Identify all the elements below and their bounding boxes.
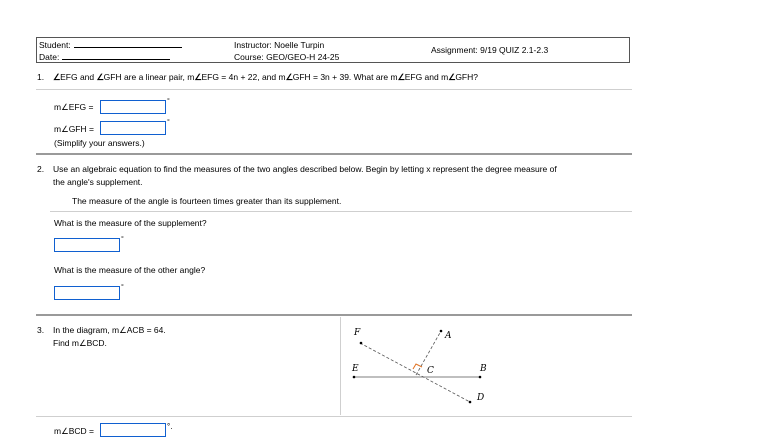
point-f: [360, 342, 363, 345]
angle-symbol: ∠: [397, 72, 405, 82]
point-e: [353, 376, 356, 379]
efg-answer-input[interactable]: [100, 100, 166, 114]
gfh-answer-input[interactable]: [100, 121, 166, 135]
label-c: C: [427, 366, 434, 376]
label-b: B: [480, 364, 487, 374]
point-d: [469, 401, 472, 404]
instructor-name: Instructor: Noelle Turpin: [234, 40, 325, 50]
q3-prompt-line2: Find m∠BCD.: [53, 338, 107, 348]
divider: [36, 89, 632, 90]
q2-sub1: What is the measure of the supplement?: [54, 218, 207, 228]
question-divider: [36, 153, 632, 155]
angle-symbol: ∠: [448, 72, 456, 82]
degree-period: °.: [167, 422, 173, 431]
q2-number: 2.: [37, 164, 45, 174]
q1-number: 1.: [37, 72, 45, 82]
question-divider: [36, 314, 632, 316]
q1-answer2-label: m∠GFH =: [54, 124, 94, 134]
student-label: Student:: [39, 40, 71, 50]
angle-symbol: ∠: [285, 72, 293, 82]
bcd-answer-input[interactable]: [100, 423, 166, 437]
assignment-title: Assignment: 9/19 QUIZ 2.1-2.3: [431, 45, 549, 55]
point-b: [479, 376, 482, 379]
q2-sub2: What is the measure of the other angle?: [54, 265, 206, 275]
date-field: [39, 52, 170, 62]
q3-prompt-line1: In the diagram, m∠ACB = 64.: [53, 325, 166, 335]
q3-number: 3.: [37, 325, 45, 335]
degree-symbol: °: [121, 284, 124, 291]
angle-diagram: [340, 317, 500, 417]
label-e: E: [352, 364, 359, 374]
q2-prompt-line2: the angle's supplement.: [53, 177, 143, 187]
student-field: [39, 40, 182, 50]
other-angle-answer-input[interactable]: [54, 286, 120, 300]
label-f: F: [354, 328, 361, 338]
point-a: [440, 330, 443, 333]
line-fd: [360, 343, 470, 402]
label-a: A: [445, 331, 452, 341]
q1-answer1-label: m∠EFG =: [54, 102, 94, 112]
degree-symbol: °: [121, 236, 124, 243]
date-blank: [62, 52, 170, 60]
student-blank: [74, 40, 182, 48]
angle-symbol: ∠: [96, 72, 104, 82]
degree-symbol: °: [167, 119, 170, 126]
angle-symbol: ∠: [194, 72, 202, 82]
divider: [50, 211, 632, 212]
divider: [36, 416, 632, 417]
angle-symbol: ∠: [53, 72, 61, 82]
course-name: Course: GEO/GEO-H 24-25: [234, 52, 340, 62]
q3-answer-label: m∠BCD =: [54, 426, 94, 436]
right-angle-mark: [413, 364, 422, 369]
q1-prompt: ∠EFG and ∠GFH are a linear pair, m∠EFG = 4n + 22, and m∠GFH = 3n + 39. What are m∠EFG and m∠GFH?: [53, 72, 478, 82]
q2-prompt-line1: Use an algebraic equation to find the measures of the two angles described below. Begin by letting x represent the degree measure of: [53, 164, 557, 174]
label-d: D: [477, 393, 485, 403]
date-label: Date:: [39, 52, 60, 62]
supplement-answer-input[interactable]: [54, 238, 120, 252]
q1-simplify-note: (Simplify your answers.): [54, 138, 145, 148]
q2-statement: The measure of the angle is fourteen times greater than its supplement.: [72, 196, 342, 206]
degree-symbol: °: [167, 98, 170, 105]
